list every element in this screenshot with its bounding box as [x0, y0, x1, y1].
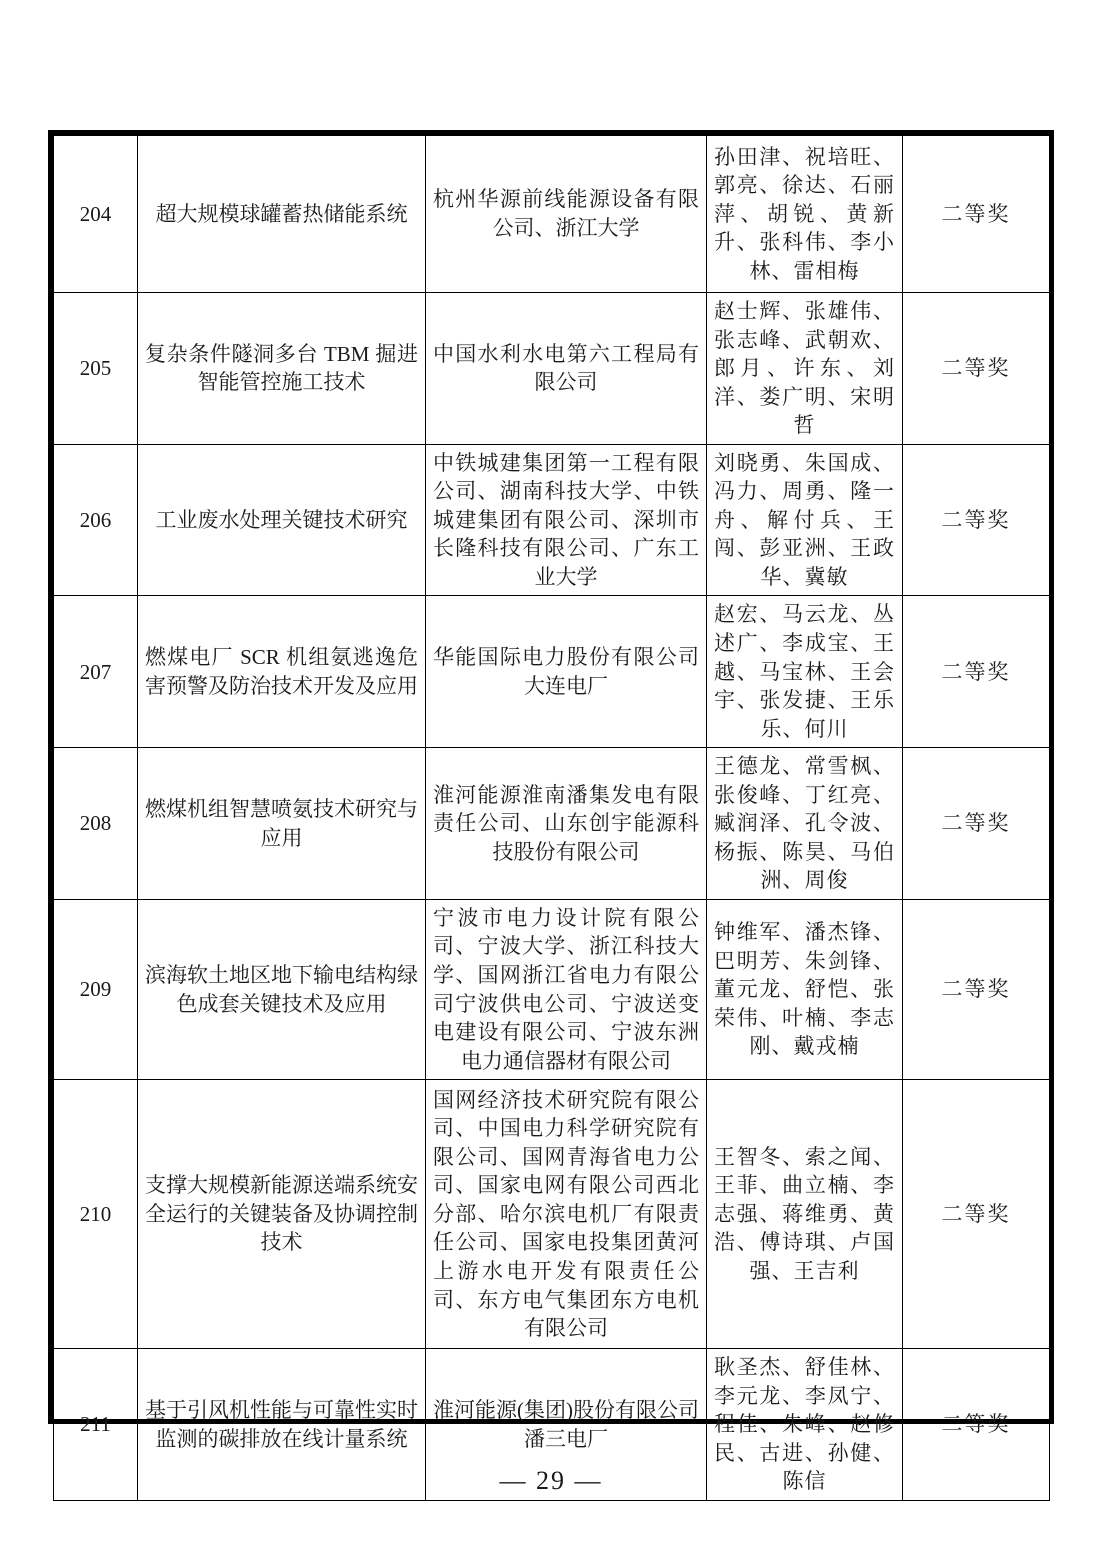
award-level-cell: 二等奖: [903, 748, 1050, 900]
award-level-cell: 二等奖: [903, 1080, 1050, 1349]
serial-cell: 211: [54, 1349, 138, 1501]
project-title-cell: 支撑大规模新能源送端系统安全运行的关键装备及协调控制技术: [138, 1080, 426, 1349]
table-row: [54, 136, 1050, 293]
award-table-body: [54, 136, 1050, 1501]
page-number: — 29 —: [499, 1466, 603, 1495]
award-level-cell: 二等奖: [903, 899, 1050, 1079]
award-table-grid: [53, 135, 1050, 1501]
serial-cell: 206: [54, 444, 138, 596]
project-title-cell: 复杂条件隧洞多台 TBM 掘进智能管控施工技术: [138, 293, 426, 445]
people-cell: 王德龙、常雪枫、张俊峰、丁红亮、臧润泽、孔令波、杨振、陈昊、马伯洲、周俊: [707, 748, 903, 900]
project-title-cell: 工业废水处理关键技术研究: [138, 444, 426, 596]
project-title-cell: 燃煤机组智慧喷氨技术研究与应用: [138, 748, 426, 900]
organizations-cell: 淮河能源(集团)股份有限公司潘三电厂: [426, 1349, 707, 1501]
table-row: [54, 748, 1050, 900]
organizations-cell: 国网经济技术研究院有限公司、中国电力科学研究院有限公司、国网青海省电力公司、国家电网有限公司西北分部、哈尔滨电机厂有限责任公司、国家电投集团黄河上游水电开发有限责任公司、东方电气集团东方电机有限公司: [426, 1080, 707, 1349]
people-cell: 赵宏、马云龙、丛述广、李成宝、王越、马宝林、王会宇、张发捷、王乐乐、何川: [707, 596, 903, 748]
table-row: [54, 596, 1050, 748]
organizations-cell: 中铁城建集团第一工程有限公司、湖南科技大学、中铁城建集团有限公司、深圳市长隆科技有限公司、广东工业大学: [426, 444, 707, 596]
project-title-cell: 燃煤电厂 SCR 机组氨逃逸危害预警及防治技术开发及应用: [138, 596, 426, 748]
project-title-cell: 超大规模球罐蓄热储能系统: [138, 136, 426, 293]
organizations-cell: 杭州华源前线能源设备有限公司、浙江大学: [426, 136, 707, 293]
organizations-cell: 宁波市电力设计院有限公司、宁波大学、浙江科技大学、国网浙江省电力有限公司宁波供电公司、宁波送变电建设有限公司、宁波东洲电力通信器材有限公司: [426, 899, 707, 1079]
table-row: [54, 444, 1050, 596]
project-title-cell: 滨海软土地区地下输电结构绿色成套关键技术及应用: [138, 899, 426, 1079]
award-level-cell: 二等奖: [903, 293, 1050, 445]
table-row: [54, 293, 1050, 445]
award-level-cell: 二等奖: [903, 444, 1050, 596]
award-level-cell: 二等奖: [903, 136, 1050, 293]
organizations-cell: 中国水利水电第六工程局有限公司: [426, 293, 707, 445]
project-title-cell: 基于引风机性能与可靠性实时监测的碳排放在线计量系统: [138, 1349, 426, 1501]
people-cell: 刘晓勇、朱国成、冯力、周勇、隆一舟、解付兵、王闯、彭亚洲、王政华、冀敏: [707, 444, 903, 596]
award-level-cell: 二等奖: [903, 1349, 1050, 1501]
people-cell: 耿圣杰、舒佳林、李元龙、李凤宁、程佳、朱峰、赵修民、古进、孙健、陈信: [707, 1349, 903, 1501]
people-cell: 孙田津、祝培旺、郭亮、徐达、石丽萍、胡锐、黄新升、张科伟、李小林、雷相梅: [707, 136, 903, 293]
organizations-cell: 淮河能源淮南潘集发电有限责任公司、山东创宇能源科技股份有限公司: [426, 748, 707, 900]
serial-cell: 208: [54, 748, 138, 900]
award-level-cell: 二等奖: [903, 596, 1050, 748]
serial-cell: 205: [54, 293, 138, 445]
serial-cell: 204: [54, 136, 138, 293]
table-row: [54, 1080, 1050, 1349]
people-cell: 王智冬、索之闻、王菲、曲立楠、李志强、蒋维勇、黄浩、傅诗琪、卢国强、王吉利: [707, 1080, 903, 1349]
serial-cell: 207: [54, 596, 138, 748]
organizations-cell: 华能国际电力股份有限公司大连电厂: [426, 596, 707, 748]
serial-cell: 209: [54, 899, 138, 1079]
people-cell: 赵士辉、张雄伟、张志峰、武朝欢、郎月、许东、刘洋、娄广明、宋明哲: [707, 293, 903, 445]
table-row: [54, 899, 1050, 1079]
people-cell: 钟维军、潘杰锋、巴明芳、朱剑锋、董元龙、舒恺、张荣伟、叶楠、李志刚、戴戎楠: [707, 899, 903, 1079]
serial-cell: 210: [54, 1080, 138, 1349]
